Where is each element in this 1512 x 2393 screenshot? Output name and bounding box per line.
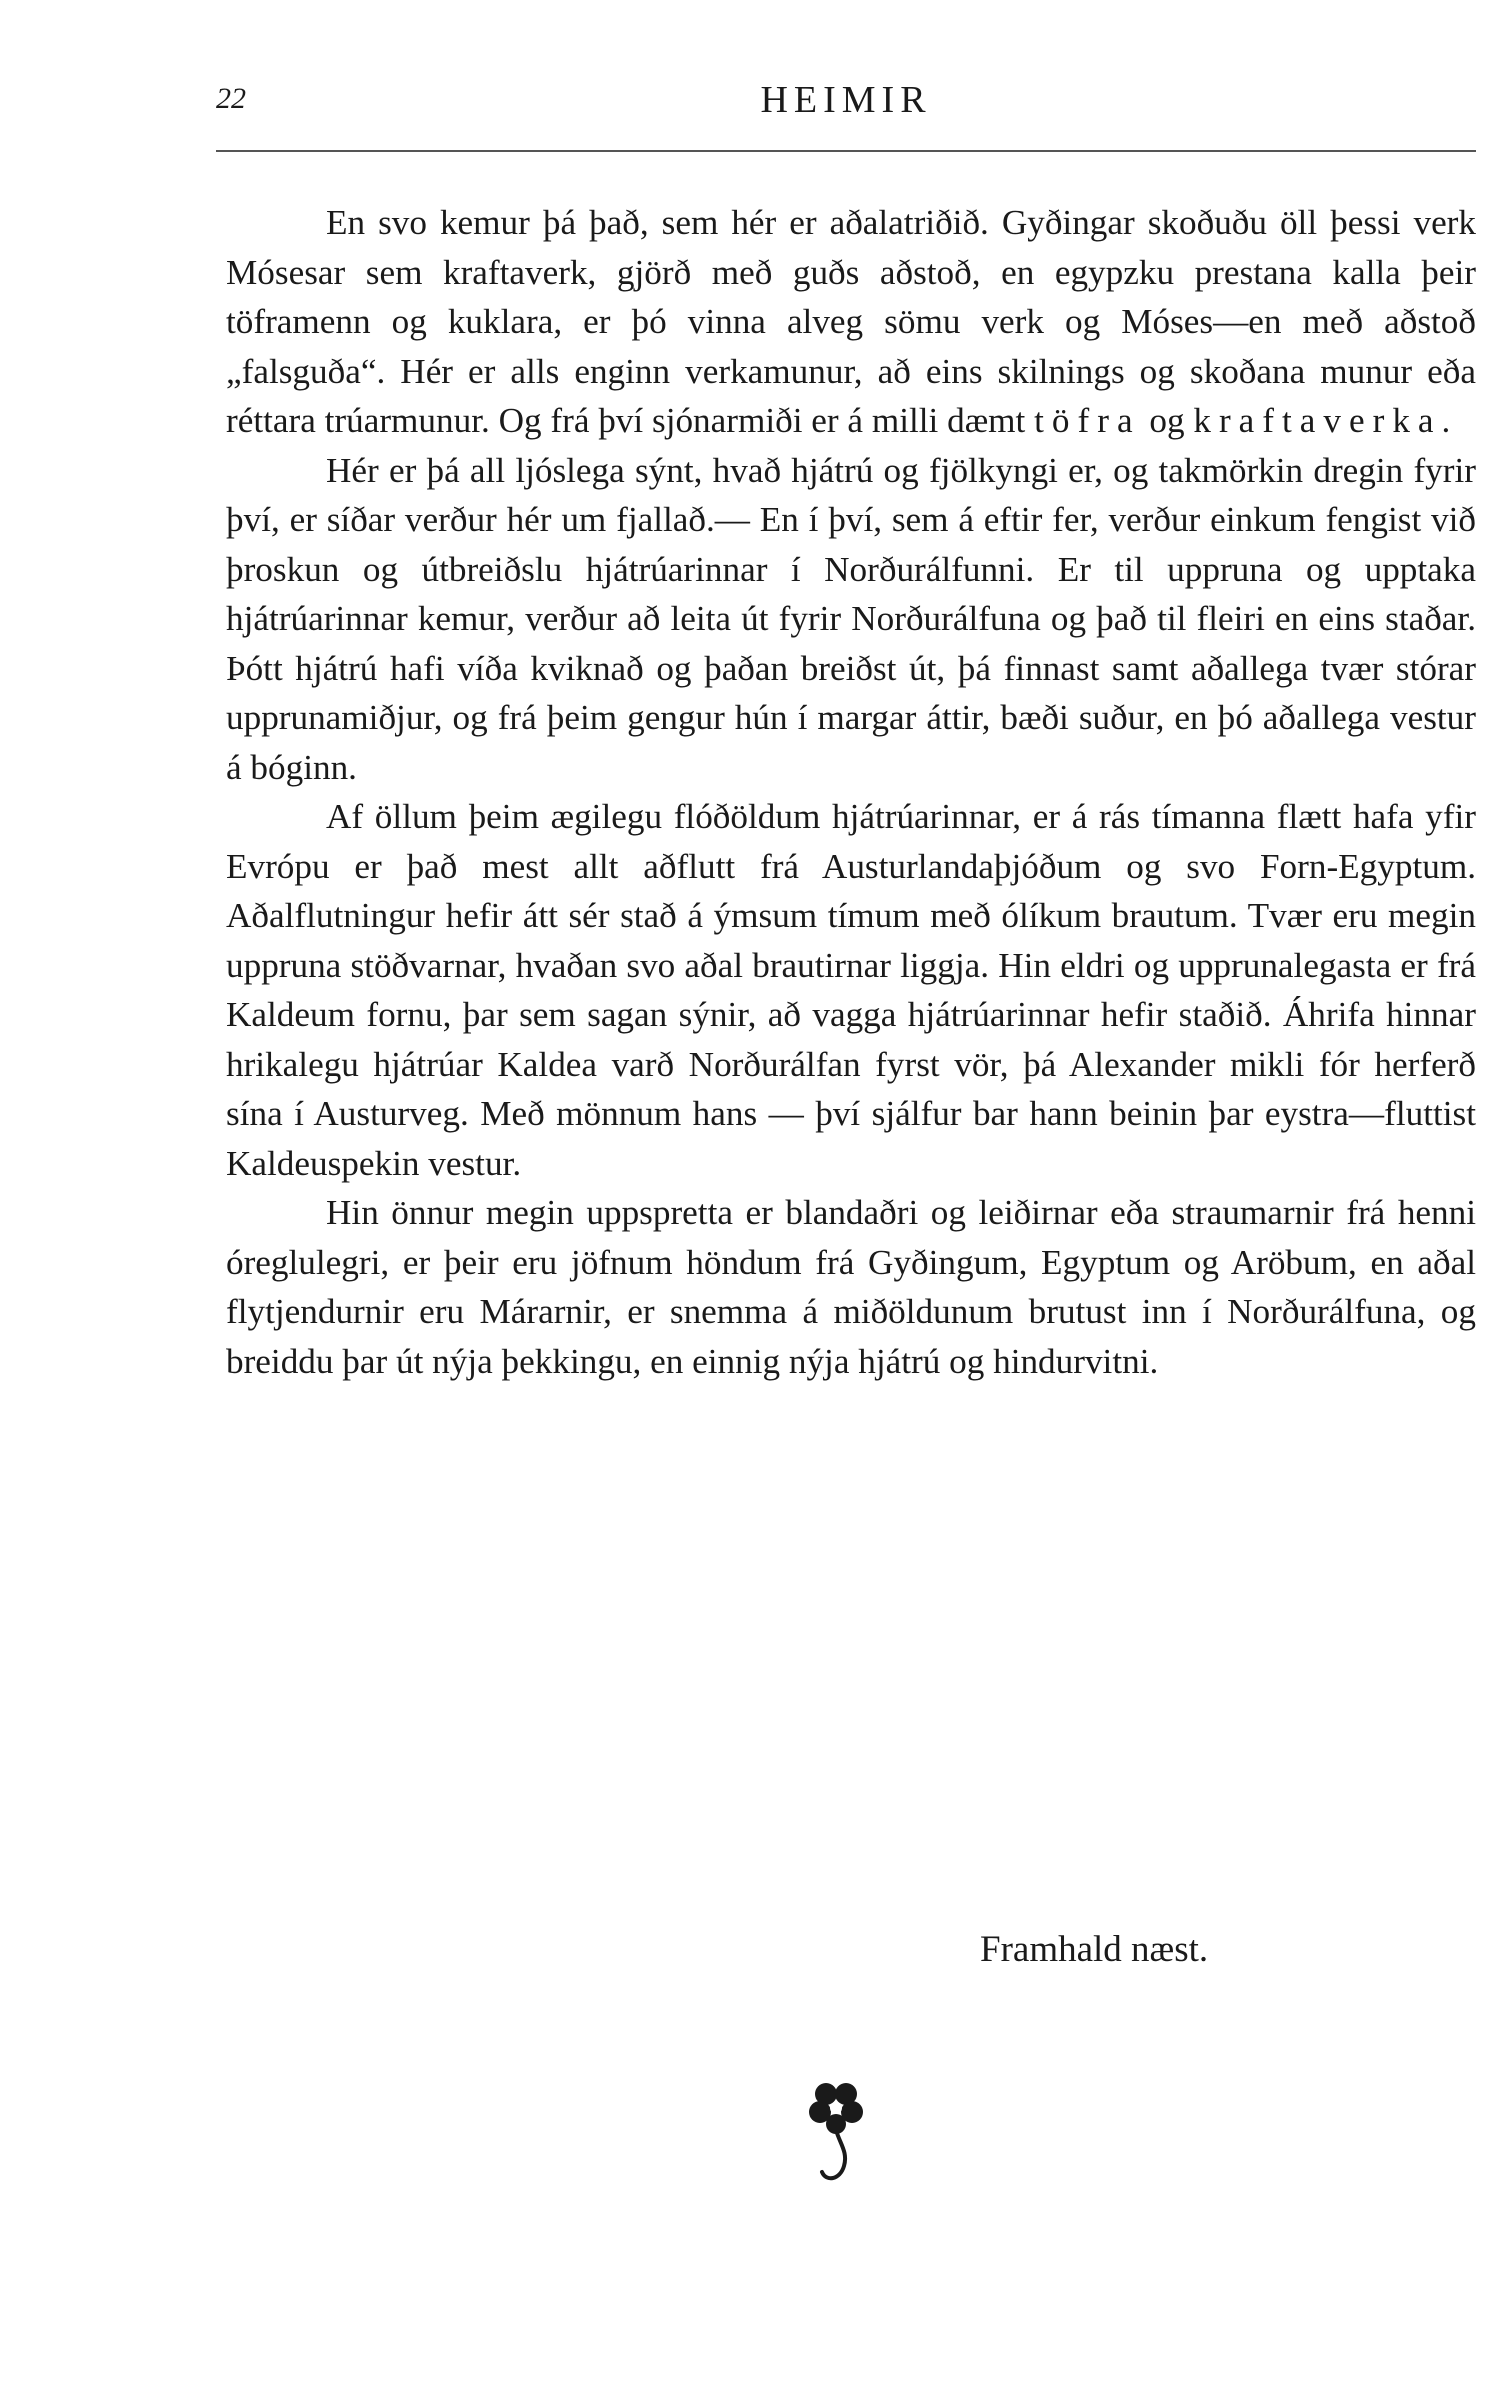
emphasis-kraftaverka: kraftaverka <box>1193 401 1442 440</box>
paragraph-1-text: En svo kemur þá það, sem hér er aðalatriðið. Gyðingar skoðuðu öll þessi verk Mósesar sem kraftaverk, gjörð með guðs aðstoð, en egypzku prestana kalla þeir töframenn og kuklara, er þó vinna alveg sömu verk og Móses—en með aðstoð „falsguða“. Hér er alls enginn verkamunur, að eins skilnings og skoðana munur eða réttara trúarmunur. Og frá því sjónarmiði er á milli dæmt <box>226 203 1476 440</box>
paragraph-4: Hin önnur megin uppspretta er blandaðri og leiðirnar eða straumarnir frá henni óreglulegri, er þeir eru jöfnum höndum frá Gyðingum, Egyptum og Aröbum, en aðal flytjendurnir eru Márarnir, er snemma á miðöldunum brutust inn í Norðurálfuna, og breiddu þar út nýja þekkingu, en einnig nýja hjátrú og hindurvitni. <box>226 1193 1476 1381</box>
emphasis-tofra: töfra <box>1034 401 1141 440</box>
paragraph-1-conjunction: og <box>1140 401 1194 440</box>
page-number: 22 <box>216 82 246 115</box>
header-rule <box>216 150 1476 152</box>
paragraph-3: Af öllum þeim ægilegu flóðöldum hjátrúarinnar, er á rás tímanna flætt hafa yfir Evrópu er það mest allt aðflutt frá Austurlandaþjóðum og svo Forn-Egyptum. Aðalflutningur hefir átt sér stað á ýmsum tímum með ólíkum brautum. Tvær eru megin uppruna stöðvarnar, hvaðan svo aðal brautirnar liggja. Hin eldri og upprunalegasta er frá Kaldeum fornu, þar sem sagan sýnir, að vagga hjátrúarinnar hefir staðið. Áhrifa hinnar hrikalegu hjátrúar Kaldea varð Norðurálfan fyrst vör, þá Alexander mikli fór herferð sína í Austurveg. Með mönnum hans — því sjálfur bar hann beinin þar eystra—fluttist Kaldeuspekin vestur. <box>226 797 1476 1183</box>
body-text <box>226 198 1476 1386</box>
flower-ornament-icon <box>806 2078 866 2188</box>
page-header <box>216 78 1476 138</box>
paragraph-1-end: . <box>1441 401 1451 440</box>
paragraph-2: Hér er þá all ljóslega sýnt, hvað hjátrú og fjölkyngi er, og takmörkin dregin fyrir því, er síðar verður hér um fjallað.— En í því, sem á eftir fer, verður einkum fengist við þroskun og útbreiðslu hjátrúarinnar í Norðurálfunni. Er til uppruna og upptaka hjátrúarinnar kemur, verður að leita út fyrir Norðurálfuna og það til fleiri en eins staðar. Þótt hjátrú hafi víða kviknað og þaðan breiðst út, þá finnast samt aðallega tvær stórar upprunamiðjur, og frá þeim gengur hún í margar áttir, bæði suður, en þó aðallega vestur á bóginn. <box>226 450 1476 787</box>
paragraph-1 <box>226 198 1476 446</box>
closing-note: Framhald næst. <box>980 1929 1209 1970</box>
running-title: HEIMIR <box>760 79 932 121</box>
